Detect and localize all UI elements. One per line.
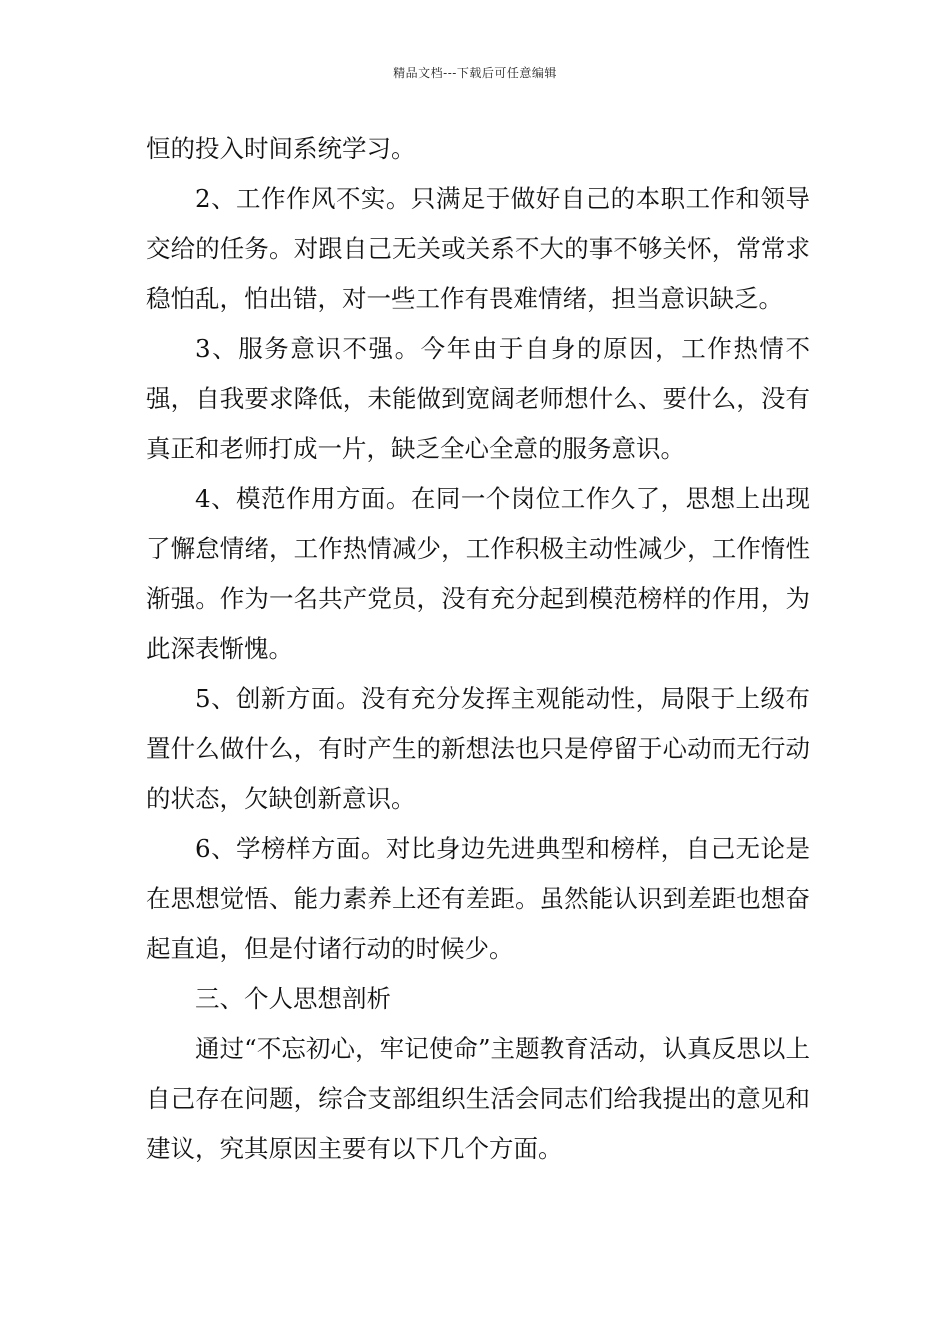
paragraph-item-2: 2、工作作风不实。只满足于做好自己的本职工作和领导交给的任务。对跟自己无关或关系不大的事不够关怀，常常求稳怕乱，怕出错，对一些工作有畏难情绪，担当意识缺乏。: [146, 184, 810, 313]
paragraph-analysis: 通过“不忘初心，牢记使命”主题教育活动，认真反思以上自己存在问题，综合支部组织生活会同志们给我提出的意见和建议，究其原因主要有以下几个方面。: [146, 1034, 810, 1163]
paragraph-item-6: 6、学榜样方面。对比身边先进典型和榜样，自己无论是在思想觉悟、能力素养上还有差距。虽然能认识到差距也想奋起直追，但是付诸行动的时候少。: [146, 834, 810, 963]
paragraph-item-4: 4、模范作用方面。在同一个岗位工作久了，思想上出现了懈怠情绪，工作热情减少，工作积极主动性减少，工作惰性渐强。作为一名共产党员，没有充分起到模范榜样的作用，为此深表惭愧。: [146, 484, 810, 663]
document-body: [146, 124, 810, 1174]
section-heading: 三、个人思想剖析: [195, 984, 391, 1013]
paragraph-continuation: 恒的投入时间系统学习。: [146, 134, 416, 163]
page-header: 精品文档---下载后可任意编辑: [393, 66, 557, 80]
paragraph-item-5: 5、创新方面。没有充分发挥主观能动性，局限于上级布置什么做什么，有时产生的新想法也只是停留于心动而无行动的状态，欠缺创新意识。: [146, 684, 810, 813]
paragraph-item-3: 3、服务意识不强。今年由于自身的原因，工作热情不强，自我要求降低，未能做到宽阔老师想什么、要什么，没有真正和老师打成一片，缺乏全心全意的服务意识。: [146, 334, 810, 463]
